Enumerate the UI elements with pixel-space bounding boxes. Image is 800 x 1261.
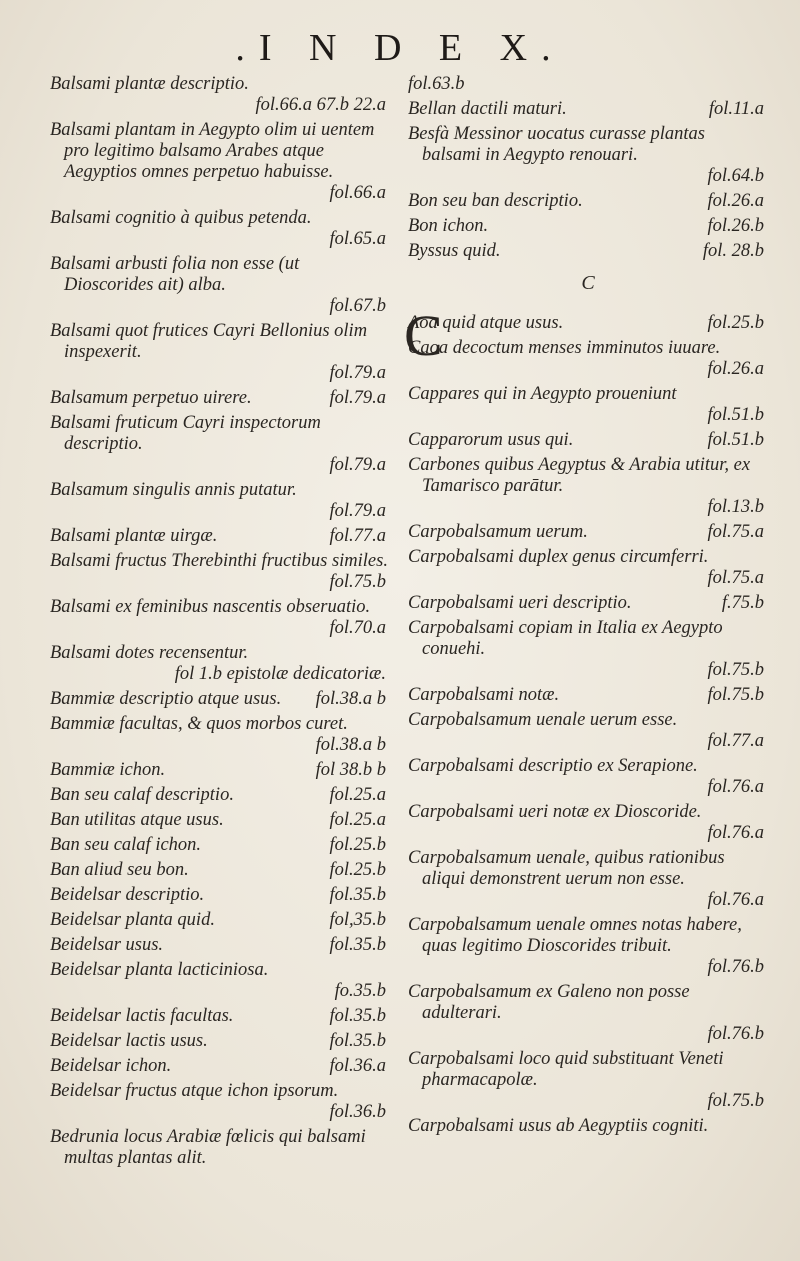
entry-text: Balsamum singulis annis putatur. xyxy=(50,480,297,500)
index-entry xyxy=(408,384,768,426)
entry-folio-ref: fol.76.b xyxy=(707,1024,764,1044)
index-entry xyxy=(50,714,390,756)
dropcap-letter: C xyxy=(404,303,443,368)
entry-folio-ref: fol.79.a xyxy=(329,363,386,383)
index-entry xyxy=(408,99,768,120)
index-entry xyxy=(408,802,768,844)
entry-folio-ref: fol.76.b xyxy=(707,957,764,977)
index-entry xyxy=(50,551,390,593)
entry-text: Balsami dotes recensentur. xyxy=(50,643,249,663)
entry-text: Balsami ex feminibus nascentis obseruatio. xyxy=(50,597,371,617)
entry-text: Carpobalsami loco quid substituant Veneti pharmacapolæ. xyxy=(408,1049,724,1090)
entry-folio-ref: fol.76.a xyxy=(707,823,764,843)
entry-folio-ref: fol.66.a xyxy=(329,183,386,203)
index-entry xyxy=(408,982,768,1045)
entry-text: Bammiæ descriptio atque usus. xyxy=(50,689,282,709)
entry-text: Carpobalsami ueri descriptio. xyxy=(408,593,632,613)
entry-text: Ban seu calaf ichon. xyxy=(50,835,202,855)
entry-folio-ref: fol.26.a xyxy=(707,191,764,211)
entry-folio-ref: fol.67.b xyxy=(329,296,386,316)
index-entry xyxy=(50,835,390,856)
entry-text: Beidelsar usus. xyxy=(50,935,164,955)
entry-text: Carpobalsami usus ab Aegyptiis cogniti. xyxy=(408,1116,709,1136)
entry-folio-ref: fol.76.a xyxy=(707,890,764,910)
entry-folio-ref: fol.35.b xyxy=(329,885,386,905)
index-entry xyxy=(50,1031,390,1052)
index-entry xyxy=(50,413,390,476)
entry-folio-ref: fol.26.b xyxy=(707,216,764,236)
entry-folio-ref: fol.25.b xyxy=(329,835,386,855)
entry-text: Besfà Messinor uocatus curasse plantas balsami in Aegypto renouari. xyxy=(408,124,706,165)
entry-text: Balsami plantæ uirgæ. xyxy=(50,526,218,546)
index-entry xyxy=(50,526,390,547)
entry-folio-ref: fol.25.b xyxy=(329,860,386,880)
entry-text: Bon seu ban descriptio. xyxy=(408,191,583,211)
entry-folio-ref: fol.70.a xyxy=(329,618,386,638)
entry-folio-ref: fol,35.b xyxy=(329,910,386,930)
entry-text: Carpobalsami duplex genus circumferri. xyxy=(408,547,709,567)
page-header: .I N D E X. xyxy=(235,27,565,69)
entry-folio-ref: fol.76.a xyxy=(707,777,764,797)
entry-folio-ref: fol.26.a xyxy=(707,359,764,379)
entry-folio-ref: fol.35.b xyxy=(329,1031,386,1051)
entry-folio-ref: fol 38.b b xyxy=(315,760,386,780)
index-entry xyxy=(408,191,768,212)
entry-folio-ref: fol.25.a xyxy=(329,810,386,830)
entry-text: Beidelsar planta quid. xyxy=(50,910,215,930)
entry-text: fol.63.b xyxy=(408,74,465,94)
entry-text: Carpobalsami copiam in Italia ex Aegypto conuehi. xyxy=(408,618,723,659)
entry-text: Caoa decoctum menses imminutos iuuare. xyxy=(408,338,721,358)
entry-text: Balsami plantæ descriptio. xyxy=(50,74,249,94)
index-entry xyxy=(50,597,390,639)
entry-text: Ban aliud seu bon. xyxy=(50,860,189,880)
entry-text: Beidelsar ichon. xyxy=(50,1056,172,1076)
index-entry xyxy=(50,254,390,317)
entry-folio-ref: fol.77.a xyxy=(707,731,764,751)
entry-folio-ref: fol.13.b xyxy=(707,497,764,517)
entry-text: Carpobalsamum uerum. xyxy=(408,522,588,542)
entry-folio-ref: fol.65.a xyxy=(329,229,386,249)
entry-folio-ref: fol.25.b xyxy=(707,313,764,333)
entry-folio-ref: fol.36.a xyxy=(329,1056,386,1076)
entry-text: Carpobalsami notæ. xyxy=(408,685,560,705)
entry-folio-ref: fol.66.a 67.b 22.a xyxy=(255,95,386,115)
entry-text: Beidelsar planta lacticiniosa. xyxy=(50,960,269,980)
index-entry xyxy=(50,689,390,710)
entry-folio-ref: fol.77.a xyxy=(329,526,386,546)
entry-text: Beidelsar lactis usus. xyxy=(50,1031,208,1051)
entry-text: Capparorum usus qui. xyxy=(408,430,574,450)
index-entry xyxy=(408,915,768,978)
index-entry xyxy=(408,338,768,380)
entry-folio-ref: fol.51.b xyxy=(707,405,764,425)
index-entry xyxy=(408,618,768,681)
entry-folio-ref: fol.79.a xyxy=(329,455,386,475)
index-entry xyxy=(50,120,390,204)
index-entry xyxy=(50,1081,390,1123)
entry-folio-ref: fol.38.a b xyxy=(315,735,386,755)
entry-folio-ref: fol 1.b epistolæ dedicatoriæ. xyxy=(174,664,386,684)
entry-text: Carpobalsamum uenale omnes notas habere, quas legitimo Dioscorides tribuit. xyxy=(408,915,742,956)
index-entry xyxy=(408,756,768,798)
entry-text: Balsamum perpetuo uirere. xyxy=(50,388,252,408)
entry-folio-ref: fol.51.b xyxy=(707,430,764,450)
index-entry xyxy=(50,935,390,956)
entry-text: Balsami fructus Therebinthi fructibus similes. xyxy=(50,551,388,571)
entry-text: Balsami quot frutices Cayri Bellonius olim inspexerit. xyxy=(50,321,368,362)
entry-folio-ref: f.75.b xyxy=(721,593,764,613)
index-entry xyxy=(50,1006,390,1027)
entry-folio-ref: fol.79.a xyxy=(329,388,386,408)
index-entry xyxy=(50,321,390,384)
index-entry xyxy=(50,910,390,931)
index-entry xyxy=(408,685,768,706)
index-entry xyxy=(50,480,390,522)
entry-folio-ref: fol.35.b xyxy=(329,1006,386,1026)
entry-text: Aoa quid atque usus. xyxy=(408,313,564,333)
entry-folio-ref: fol.75.b xyxy=(707,685,764,705)
entry-folio-ref: fol.35.b xyxy=(329,935,386,955)
entry-text: Ban seu calaf descriptio. xyxy=(50,785,234,805)
entry-text: Balsami cognitio à quibus petenda. xyxy=(50,208,312,228)
index-entry xyxy=(408,241,768,262)
index-entry xyxy=(50,208,390,250)
index-entry xyxy=(50,785,390,806)
entry-text: Bedrunia locus Arabiæ fœlicis qui balsami multas plantas alit. xyxy=(50,1127,366,1168)
index-entry xyxy=(50,885,390,906)
entry-text: Carpobalsami descriptio ex Serapione. xyxy=(408,756,698,776)
index-entry xyxy=(408,216,768,237)
entry-text: Balsami plantam in Aegypto olim ui uentem pro legitimo balsamo Arabes atque Aegyptios omnes perpetuo habuisse. xyxy=(50,120,375,182)
index-entry xyxy=(408,547,768,589)
index-entry xyxy=(408,848,768,911)
index-entry xyxy=(408,430,768,451)
index-entry xyxy=(50,860,390,881)
entry-folio-ref: fol.79.a xyxy=(329,501,386,521)
entry-text: Carpobalsamum ex Galeno non posse adulterari. xyxy=(408,982,690,1023)
entry-text: Ban utilitas atque usus. xyxy=(50,810,224,830)
index-entry xyxy=(50,1056,390,1077)
index-entry xyxy=(50,810,390,831)
index-entry xyxy=(50,74,390,116)
entry-text: Bammiæ facultas, & quos morbos curet. xyxy=(50,714,348,734)
entry-text: Carbones quibus Aegyptus & Arabia utitur, ex Tamarisco parātur. xyxy=(408,455,751,496)
entry-folio-ref: fol.11.a xyxy=(708,99,764,119)
entry-text: Carpobalsamum uenale uerum esse. xyxy=(408,710,678,730)
index-entry xyxy=(50,1127,390,1169)
entry-folio-ref: fol.36.b xyxy=(329,1102,386,1122)
index-entry xyxy=(50,960,390,1002)
entry-text: Byssus quid. xyxy=(408,241,501,261)
entry-text: Beidelsar lactis facultas. xyxy=(50,1006,234,1026)
entry-text: Cappares qui in Aegypto proueniunt xyxy=(408,384,677,404)
index-entry xyxy=(408,74,768,95)
entry-text: Beidelsar fructus atque ichon ipsorum. xyxy=(50,1081,339,1101)
entry-text: Beidelsar descriptio. xyxy=(50,885,205,905)
entry-folio-ref: fol.75.a xyxy=(707,568,764,588)
index-entry xyxy=(408,124,768,187)
entry-folio-ref: fol.75.b xyxy=(707,660,764,680)
index-entry xyxy=(50,760,390,781)
index-entry xyxy=(408,522,768,543)
entry-text: Carpobalsamum uenale, quibus rationibus aliqui demonstrent uerum non esse. xyxy=(408,848,725,889)
index-entry xyxy=(50,643,390,685)
index-entry xyxy=(408,593,768,614)
index-entry xyxy=(50,388,390,409)
entry-text: Bellan dactili maturi. xyxy=(408,99,567,119)
entry-text: Balsami fruticum Cayri inspectorum descriptio. xyxy=(50,413,321,454)
entry-folio-ref: fol.75.a xyxy=(707,522,764,542)
index-entry xyxy=(408,455,768,518)
right-column xyxy=(404,74,768,1141)
entry-folio-ref: fo.35.b xyxy=(334,981,386,1001)
index-entry xyxy=(408,1116,768,1137)
entry-folio-ref: fol.25.a xyxy=(329,785,386,805)
entry-folio-ref: fol. 28.b xyxy=(702,241,764,261)
entry-folio-ref: fol.75.b xyxy=(707,1091,764,1111)
entry-text: Bon ichon. xyxy=(408,216,489,236)
entry-text: Balsami arbusti folia non esse (ut Dioscorides ait) alba. xyxy=(50,254,300,295)
entry-text: Carpobalsami ueri notæ ex Dioscoride. xyxy=(408,802,702,822)
index-entry xyxy=(408,1049,768,1112)
left-column xyxy=(50,74,390,1173)
index-entry xyxy=(408,710,768,752)
entry-text: Bammiæ ichon. xyxy=(50,760,166,780)
entry-folio-ref: fol.38.a b xyxy=(315,689,386,709)
section-letter: C xyxy=(581,272,595,294)
entry-folio-ref: fol.75.b xyxy=(329,572,386,592)
entry-folio-ref: fol.64.b xyxy=(707,166,764,186)
